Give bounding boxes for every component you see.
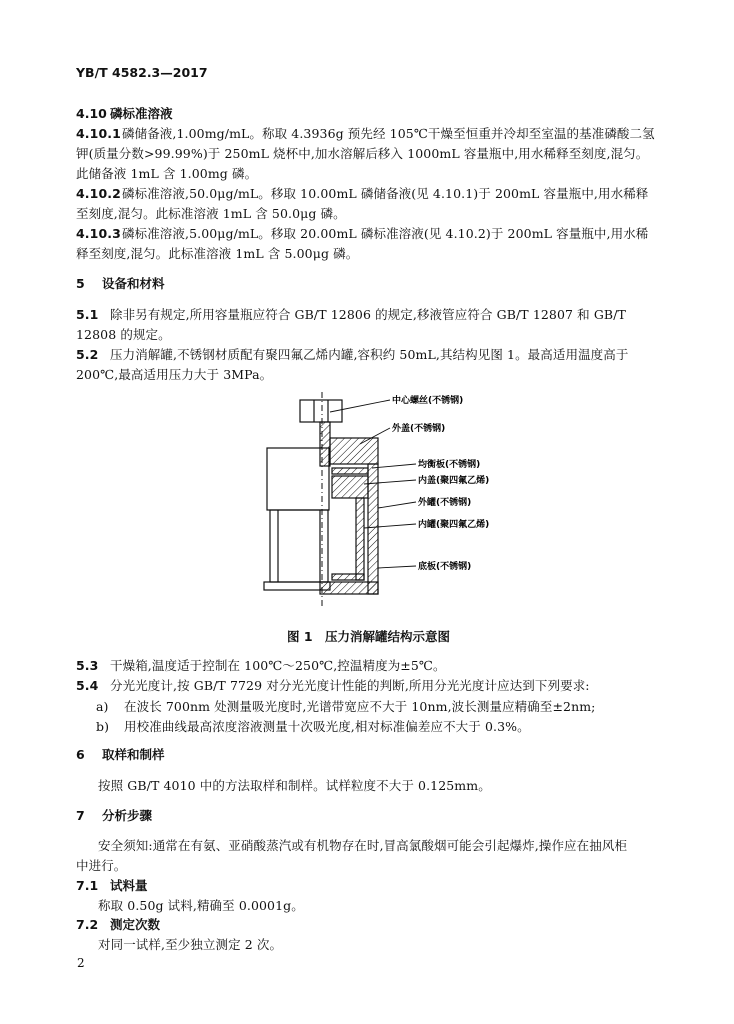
section-4-10-heading <box>76 104 173 122</box>
clause-number: 4.10.3 <box>76 226 121 241</box>
clause-text: 分光光度计,按 GB/T 7729 对分光光度计性能的判断,所用分光光度计应达到下列要求: <box>110 678 590 693</box>
section-number: 7 <box>76 808 85 823</box>
clause-5-4 <box>76 676 590 694</box>
list-marker: a) <box>96 699 109 714</box>
section-6-heading <box>76 745 165 763</box>
list-text: 用校准曲线最高浓度溶液测量十次吸光度,相对标准偏差应不大于 0.3%。 <box>124 719 530 734</box>
outer-lid-section <box>330 438 378 464</box>
standard-number-header: YB/T 4582.3—2017 <box>76 65 208 80</box>
label-inner-tank: 内罐(聚四氟乙烯) <box>418 520 490 530</box>
label-center-screw: 中心螺丝(不锈钢) <box>392 396 464 406</box>
section-title: 取样和制样 <box>102 747 165 762</box>
clause-4-10-1-line1 <box>76 124 655 142</box>
clause-5-1-line2: 12808 的规定。 <box>76 327 171 342</box>
section-title: 测定次数 <box>110 917 161 932</box>
clause-number: 5.4 <box>76 678 99 693</box>
section-title: 试料量 <box>110 878 148 893</box>
clause-number: 5.2 <box>76 347 99 362</box>
section-7-2-text: 对同一试样,至少独立测定 2 次。 <box>98 937 283 952</box>
list-item-b <box>96 717 530 735</box>
label-outer-lid: 外盖(不锈钢) <box>392 424 446 434</box>
base-plate-section <box>320 582 378 594</box>
inner-tank-wall-section <box>356 498 364 580</box>
clause-number: 4.10.1 <box>76 126 121 141</box>
section-title: 磷标准溶液 <box>110 106 173 121</box>
section-7-heading <box>76 806 152 824</box>
section-number: 4.10 <box>76 106 107 121</box>
safety-note-line1: 安全须知:通常在有氨、亚硝酸蒸汽或有机物存在时,冒高氯酸烟可能会引起爆炸,操作应在抽风柜 <box>98 838 628 853</box>
clause-text: 干燥箱,温度适于控制在 100℃～250℃,控温精度为±5℃。 <box>110 658 446 673</box>
outer-tank <box>270 510 328 582</box>
clause-5-1-line1 <box>76 305 626 323</box>
clause-4-10-3-line2: 释至刻度,混匀。此标准溶液 1mL 含 5.00μg 磷。 <box>76 246 359 261</box>
clause-4-10-1-line3: 此储备液 1mL 含 1.00mg 磷。 <box>76 166 258 181</box>
section-number: 7.1 <box>76 878 99 893</box>
clause-text: 磷储备液,1.00mg/mL。称取 4.3936g 预先经 105℃干燥至恒重并冷却至室温的基准磷酸二氢 <box>122 126 655 141</box>
clause-number: 4.10.2 <box>76 186 121 201</box>
section-7-2-heading <box>76 915 160 933</box>
clause-5-2-line2: 200℃,最高适用压力大于 3MPa。 <box>76 367 273 382</box>
section-7-1-heading <box>76 876 148 894</box>
clause-4-10-2-line2: 至刻度,混匀。此标准溶液 1mL 含 50.0μg 磷。 <box>76 206 346 221</box>
section-5-heading <box>76 274 165 292</box>
clause-4-10-3-line1 <box>76 224 648 242</box>
inner-tank-bottom-section <box>332 574 364 580</box>
page-number: 2 <box>77 956 85 970</box>
inner-lid-section <box>332 476 368 498</box>
section-7-1-text: 称取 0.50g 试料,精确至 0.0001g。 <box>98 898 304 913</box>
section-title: 设备和材料 <box>102 276 165 291</box>
label-balance-plate: 均衡板(不锈钢) <box>418 460 481 470</box>
clause-text: 除非另有规定,所用容量瓶应符合 GB/T 12806 的规定,移液管应符合 GB/T 12807 和 GB/T <box>110 307 626 322</box>
label-base-plate: 底板(不锈钢) <box>418 562 472 572</box>
label-outer-tank: 外罐(不锈钢) <box>418 498 472 508</box>
pressure-digestion-vessel-diagram <box>260 388 490 608</box>
list-item-a <box>96 697 595 715</box>
clause-4-10-2-line1 <box>76 184 648 202</box>
clause-text: 磷标准溶液,5.00μg/mL。移取 20.00mL 磷标准溶液(见 4.10.2)于 200mL 容量瓶中,用水稀 <box>122 226 649 241</box>
list-marker: b) <box>96 719 110 734</box>
clause-text: 磷标准溶液,50.0μg/mL。移取 10.00mL 磷储备液(见 4.10.1)于 200mL 容量瓶中,用水稀释 <box>122 186 649 201</box>
safety-note-line2: 中进行。 <box>76 858 127 873</box>
section-6-text: 按照 GB/T 4010 中的方法取样和制样。试样粒度不大于 0.125mm。 <box>98 778 491 793</box>
clause-4-10-1-line2: 钾(质量分数>99.99%)于 250mL 烧杯中,加水溶解后移入 1000mL 容量瓶中,用水稀释至刻度,混匀。 <box>76 146 649 161</box>
section-number: 5 <box>76 276 85 291</box>
clause-number: 5.3 <box>76 658 99 673</box>
clause-number: 5.1 <box>76 307 99 322</box>
clause-5-3 <box>76 656 446 674</box>
clause-text: 压力消解罐,不锈钢材质配有聚四氟乙烯内罐,容积约 50mL,其结构见图 1。最高适用温度高于 <box>110 347 629 362</box>
label-inner-lid: 内盖(聚四氟乙烯) <box>418 476 490 486</box>
list-text: 在波长 700nm 处测量吸光度时,光谱带宽应不大于 10nm,波长测量应精确至±2nm; <box>124 699 596 714</box>
balance-plate-section <box>332 468 368 474</box>
section-title: 分析步骤 <box>102 808 153 823</box>
clause-5-2-line1 <box>76 345 628 363</box>
section-number: 7.2 <box>76 917 99 932</box>
section-number: 6 <box>76 747 85 762</box>
figure-caption: 图 1 压力消解罐结构示意图 <box>287 629 451 644</box>
